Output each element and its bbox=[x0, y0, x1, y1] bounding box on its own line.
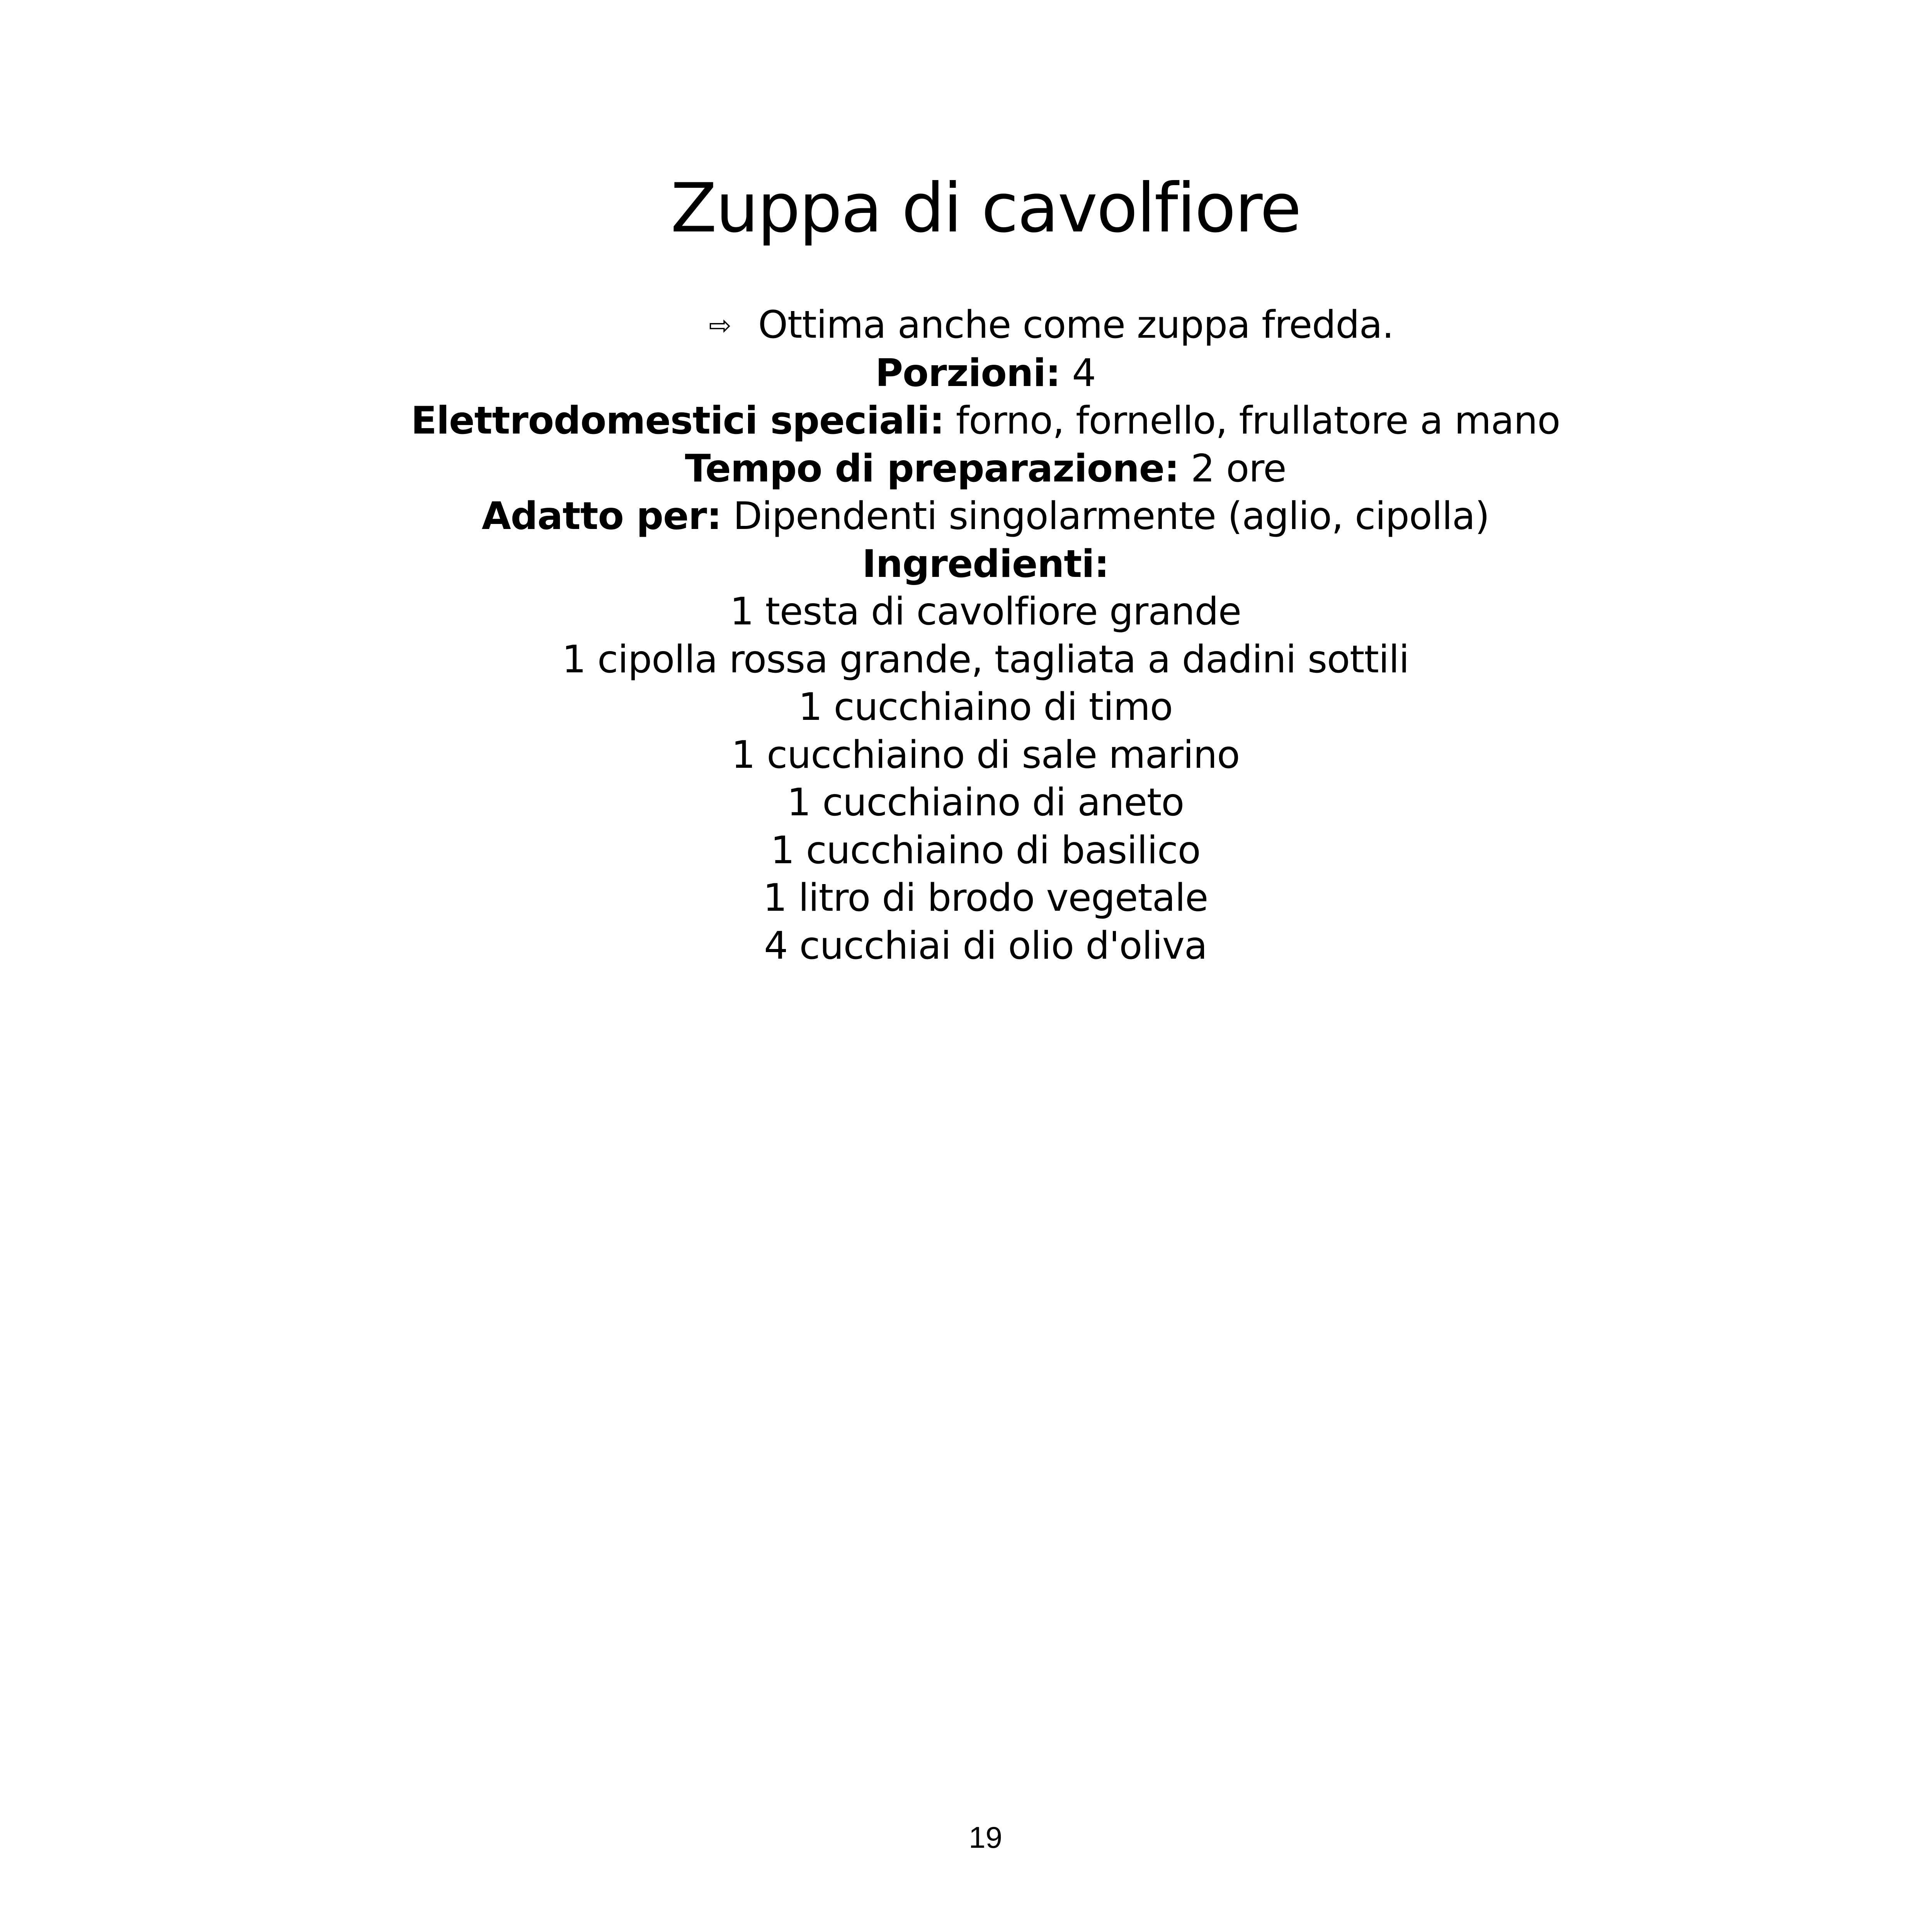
ingredient-item: 1 cucchiaino di aneto bbox=[787, 781, 1184, 825]
suitable-for-row bbox=[0, 493, 1932, 541]
recipe-details bbox=[0, 301, 1932, 970]
ingredient-item: 1 cucchiaino di timo bbox=[798, 685, 1173, 729]
prep-time-row bbox=[0, 445, 1932, 493]
page-number: 19 bbox=[969, 1820, 1002, 1854]
ingredients-list bbox=[0, 588, 1932, 970]
servings-label: Porzioni: bbox=[875, 351, 1061, 395]
prep-time-value: 2 ore bbox=[1190, 446, 1286, 491]
appliances-value: forno, fornello, frullatore a mano bbox=[956, 399, 1560, 443]
outline-arrow-right-icon: ⇨ bbox=[709, 310, 731, 341]
serving-note-text: Ottima anche come zuppa fredda. bbox=[758, 303, 1394, 347]
prep-time-label: Tempo di preparazione: bbox=[685, 446, 1179, 491]
ingredient-item: 1 litro di brodo vegetale bbox=[763, 876, 1208, 920]
ingredient-item: 1 cucchiaino di sale marino bbox=[731, 733, 1240, 777]
suitable-for-label: Adatto per: bbox=[481, 494, 722, 538]
ingredient-item: 4 cucchiai di olio d'oliva bbox=[764, 923, 1207, 968]
ingredient-item: 1 cipolla rossa grande, tagliata a dadini sottili bbox=[562, 637, 1409, 682]
servings-value: 4 bbox=[1072, 351, 1096, 395]
ingredients-heading bbox=[0, 541, 1932, 588]
ingredients-heading-text: Ingredienti: bbox=[862, 542, 1109, 586]
recipe-title: Zuppa di cavolfiore bbox=[670, 169, 1301, 248]
appliances-row bbox=[0, 397, 1932, 445]
ingredient-item: 1 testa di cavolfiore grande bbox=[730, 590, 1242, 634]
serving-note bbox=[0, 301, 1932, 350]
ingredient-item: 1 cucchiaino di basilico bbox=[770, 828, 1201, 872]
appliances-label: Elettrodomestici speciali: bbox=[411, 399, 944, 443]
suitable-for-value: Dipendenti singolarmente (aglio, cipolla) bbox=[733, 494, 1490, 538]
servings-row bbox=[0, 350, 1932, 398]
